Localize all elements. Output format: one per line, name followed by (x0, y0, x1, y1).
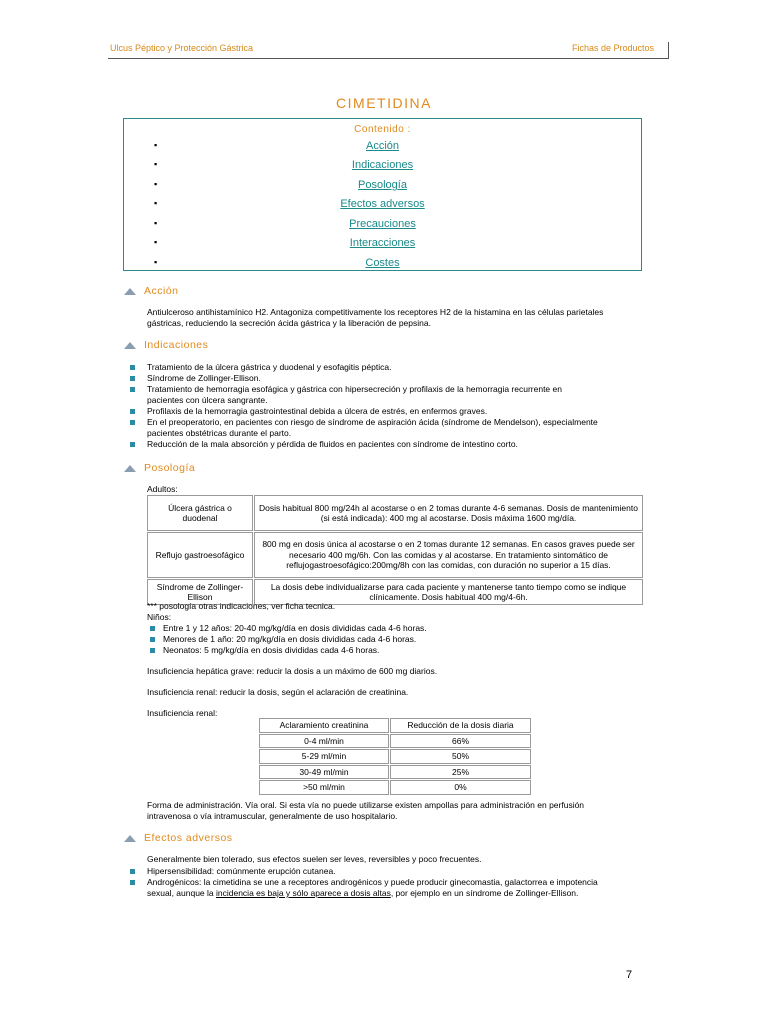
accion-text: Antiulceroso antihistamínico H2. Antagoniza competitivamente los receptores H2 de la histamina en las células parietales gástricas, reduciendo la secreción ácida gástrica y la liberación de pepsina. (147, 307, 604, 328)
toc-row (124, 179, 641, 193)
table-header-cell: Aclaramiento creatinina (259, 718, 389, 733)
table-cell: Reflujo gastroesofágico (147, 532, 253, 578)
toc-link-accion[interactable]: Acción (365, 140, 400, 152)
table-cell: 66% (390, 734, 531, 749)
square-bullet-icon (130, 442, 135, 447)
table-row (259, 749, 531, 764)
section-heading-efectos: Efectos adversos (124, 832, 233, 844)
toc-link-posologia[interactable]: Posología (358, 179, 407, 191)
toc-link-efectos[interactable]: Efectos adversos (340, 198, 425, 210)
square-bullet-icon (130, 387, 135, 392)
square-bullet-icon (130, 420, 135, 425)
toc-row (124, 257, 641, 271)
efectos-intro: Generalmente bien tolerado, sus efectos suelen ser leves, reversibles y poco frecuentes. (147, 854, 482, 864)
renal-label: Insuficiencia renal: (147, 708, 218, 718)
square-bullet-icon (130, 409, 135, 414)
table-cell: Dosis habitual 800 mg/24h al acostarse o en 2 tomas durante 4-6 semanas. Dosis de mantenimiento (si está indicada): 400 mg al acostarse. Dosis máxima 1600 mg/día. (254, 495, 643, 531)
table-cell: 5-29 ml/min (259, 749, 389, 764)
table-row (259, 765, 531, 780)
underlined-text: incidencia es baja y sólo aparece a dosis altas (216, 888, 391, 898)
table-row (259, 734, 531, 749)
header-left: Ulcus Péptico y Protección Gástrica (110, 43, 254, 53)
page-header (108, 42, 669, 59)
table-header-row (259, 718, 531, 733)
toc-bullet: ▪ (154, 218, 158, 228)
section-heading-accion: Acción (124, 285, 179, 297)
square-bullet-icon (150, 648, 155, 653)
toc-bullet: ▪ (154, 198, 158, 208)
section-heading-posologia: Posología (124, 462, 195, 474)
table-cell: >50 ml/min (259, 780, 389, 795)
toc-bullet: ▪ (154, 237, 158, 247)
square-bullet-icon (150, 637, 155, 642)
page-title: CIMETIDINA (336, 95, 432, 111)
table-header-cell: Reducción de la dosis diaria (390, 718, 531, 733)
square-bullet-icon (130, 869, 135, 874)
renal-text: Insuficiencia renal: reducir la dosis, según el aclaración de creatinina. (147, 687, 409, 697)
square-bullet-icon (130, 365, 135, 370)
triangle-up-icon[interactable] (124, 342, 136, 349)
toc-link-indicaciones[interactable]: Indicaciones (351, 159, 414, 171)
square-bullet-icon (150, 626, 155, 631)
toc-row (124, 159, 641, 173)
toc-bullet: ▪ (154, 179, 158, 189)
table-row (147, 495, 643, 531)
table-cell: 0% (390, 780, 531, 795)
table-row (259, 780, 531, 795)
toc-row (124, 140, 641, 154)
toc-row (124, 198, 641, 212)
header-right: Fichas de Productos (571, 43, 654, 53)
table-cell: 25% (390, 765, 531, 780)
section-heading-indicaciones: Indicaciones (124, 339, 208, 351)
table-cell: Síndrome de Zollinger-Ellison (147, 579, 253, 605)
table-cell: La dosis debe individualizarse para cada paciente y mantenerse tanto tiempo como se indique clínicamente. Dosis habitual 400 mg/4-6h. (254, 579, 643, 605)
forma-text: Forma de administración. Vía oral. Si esta vía no puede utilizarse existen ampollas para administración en perfusión intravenosa o vía intramuscular, generalmente de uso hospitalario. (147, 800, 585, 821)
table-row (147, 532, 643, 578)
toc-box (123, 118, 642, 271)
triangle-up-icon[interactable] (124, 835, 136, 842)
toc-bullet: ▪ (154, 257, 158, 267)
hepatica-text: Insuficiencia hepática grave: reducir la dosis a un máximo de 600 mg diarios. (147, 666, 438, 676)
table-cell: Úlcera gástrica o duodenal (147, 495, 253, 531)
toc-link-precauciones[interactable]: Precauciones (349, 218, 416, 230)
triangle-up-icon[interactable] (124, 465, 136, 472)
toc-bullet: ▪ (154, 159, 158, 169)
toc-link-interacciones[interactable]: Interacciones (349, 237, 416, 249)
toc-row (124, 218, 641, 232)
adultos-label: Adultos: (147, 484, 178, 494)
ninos-label: Niños: (147, 612, 172, 622)
table-cell: 800 mg en dosis única al acostarse o en 2 tomas durante 12 semanas. En casos graves puede ser necesario 400 mg/6h. Con las comidas y al acostarse. En tratamiento sintomático de reflujogastroesofágico:200mg/8h con las comidas, con duración no superior a 15 días. (254, 532, 643, 578)
table-cell: 30-49 ml/min (259, 765, 389, 780)
table-cell: 50% (390, 749, 531, 764)
table-cell: 0-4 ml/min (259, 734, 389, 749)
toc-bullet: ▪ (154, 140, 158, 150)
creatinine-table (258, 717, 532, 796)
posologia-note: *** posología otras indicaciones, ver ficha tecnica. (147, 601, 336, 611)
triangle-up-icon[interactable] (124, 288, 136, 295)
square-bullet-icon (130, 880, 135, 885)
toc-link-costes[interactable]: Costes (365, 257, 400, 269)
toc-heading: Contenido : (354, 124, 411, 135)
square-bullet-icon (130, 376, 135, 381)
toc-row (124, 237, 641, 251)
page-number: 7 (626, 969, 633, 981)
dosage-table (146, 494, 644, 606)
